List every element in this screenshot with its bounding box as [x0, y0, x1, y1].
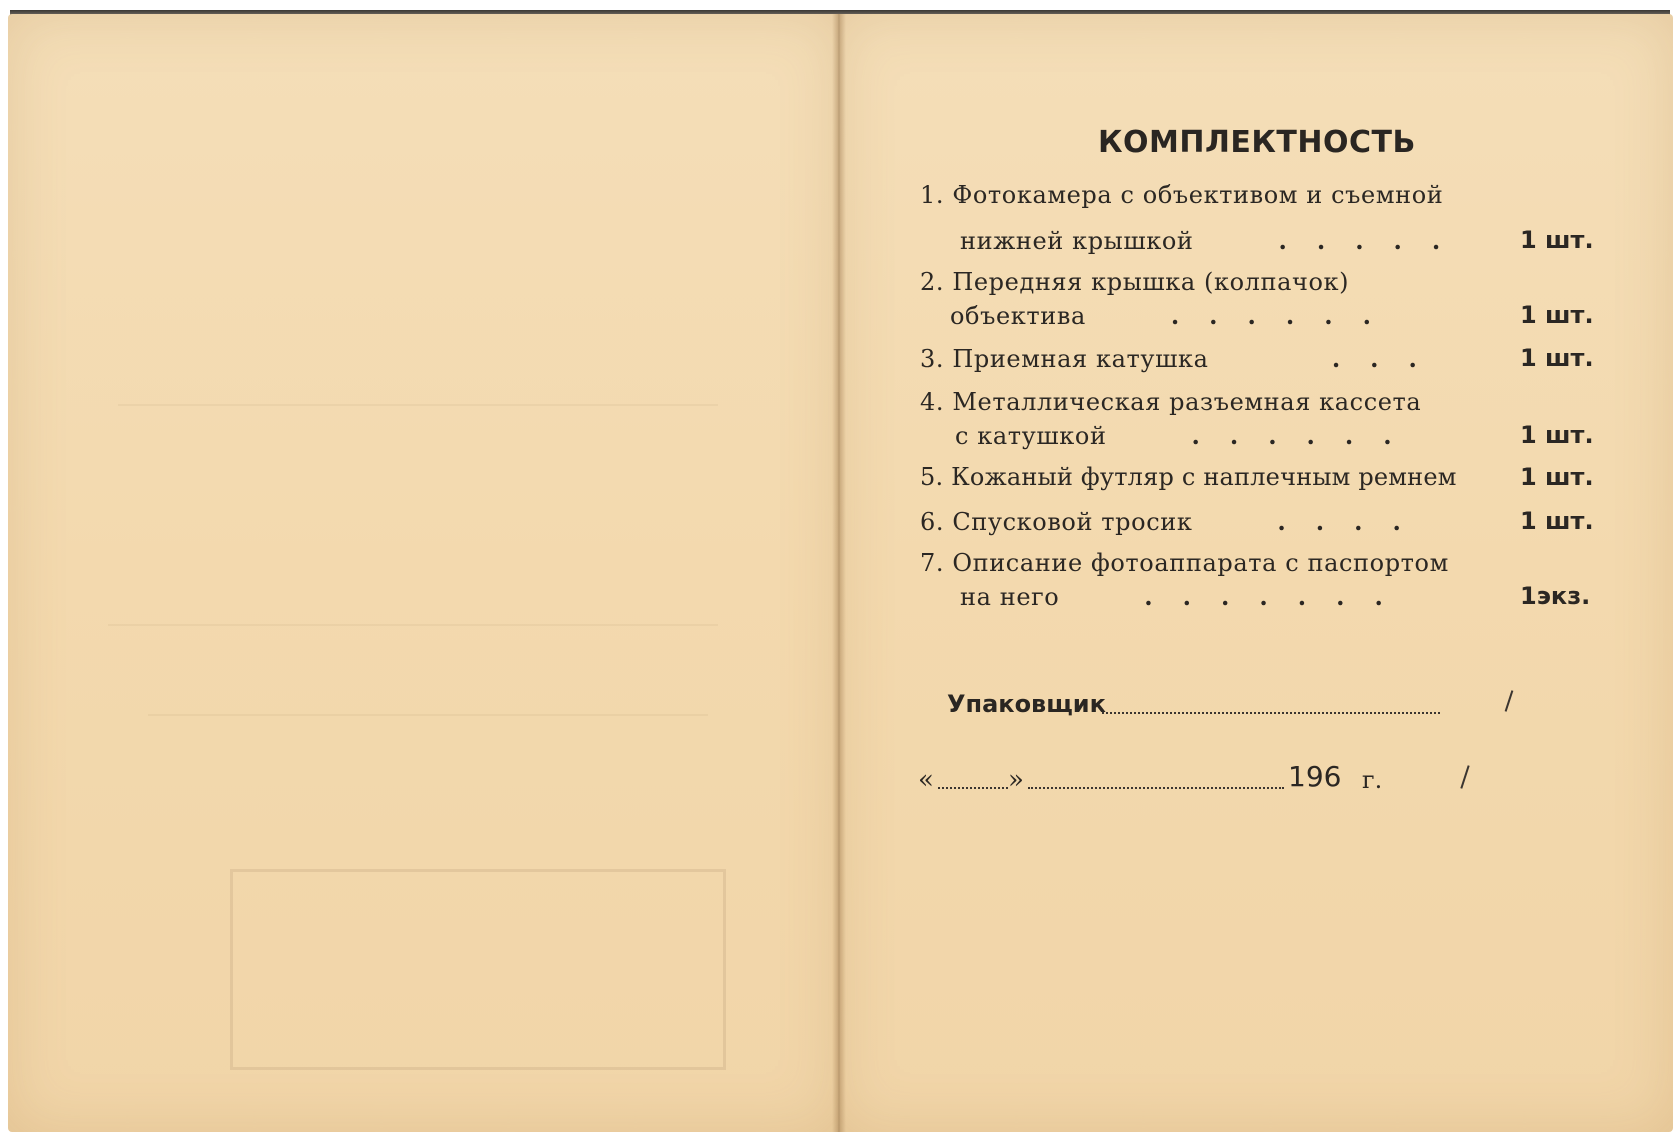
item-quantity: 1 шт. — [1520, 226, 1594, 254]
list-item-6-line1 — [920, 507, 1431, 536]
list-item-2-line1 — [920, 268, 1349, 296]
item-text: Кожаный футляр с наплечным ремнем — [951, 463, 1457, 491]
list-item-3-line1 — [920, 344, 1447, 373]
item-quantity: 1 шт. — [1520, 344, 1594, 372]
date-open-quote: « — [918, 765, 934, 795]
show-through-line — [108, 624, 718, 626]
item-quantity: 1 шт. — [1520, 507, 1594, 535]
item-number: 4. — [920, 388, 945, 416]
packer-signature-line — [1102, 712, 1440, 714]
list-item-7-line1 — [920, 549, 1449, 577]
item-text: Приемная катушка — [952, 345, 1209, 373]
item-quantity: 1 шт. — [1520, 301, 1594, 329]
item-number: 5. — [920, 463, 944, 491]
date-year: 196 — [1288, 760, 1342, 793]
leader-dots: .... — [1200, 507, 1431, 536]
list-item-5-line1 — [920, 463, 1457, 491]
show-through-line — [118, 404, 718, 406]
list-item-4-line1 — [920, 388, 1421, 416]
item-number: 6. — [920, 508, 945, 536]
item-number: 7. — [920, 549, 945, 577]
date-year-suffix: г. — [1362, 766, 1383, 794]
list-item-2-line2 — [950, 301, 1401, 330]
item-text: нижней крышкой — [960, 227, 1194, 255]
list-item-1-line2 — [960, 226, 1470, 255]
item-quantity: 1 шт. — [1520, 463, 1594, 491]
date-close-quote: » — [1008, 765, 1024, 795]
show-through-line — [148, 714, 708, 716]
list-item-7-line2 — [960, 582, 1413, 611]
leader-dots: ...... — [1114, 421, 1422, 450]
item-number: 3. — [920, 345, 945, 373]
left-page — [8, 14, 838, 1132]
packer-label: Упаковщик — [947, 690, 1106, 718]
item-quantity: 1экз. — [1520, 582, 1591, 610]
item-text: Спусковой тросик — [952, 508, 1193, 536]
item-quantity: 1 шт. — [1520, 421, 1594, 449]
date-day-line — [938, 787, 1008, 789]
item-number: 1. — [920, 181, 945, 209]
item-text: Металлическая разъемная кассета — [952, 388, 1422, 416]
item-text: Фотокамера с объективом и съемной — [952, 181, 1444, 209]
show-through-stamp — [230, 869, 726, 1070]
booklet-spine — [832, 14, 846, 1132]
leader-dots: ...... — [1094, 301, 1401, 330]
item-text: с катушкой — [955, 422, 1107, 450]
leader-dots: ..... — [1201, 226, 1471, 255]
list-item-4-line2 — [955, 421, 1422, 450]
leader-dots: ....... — [1067, 582, 1413, 611]
item-number: 2. — [920, 268, 945, 296]
page-title: КОМПЛЕКТНОСТЬ — [1098, 125, 1416, 160]
item-text: объектива — [950, 302, 1086, 330]
list-item-1-line1 — [920, 181, 1443, 209]
item-text: Описание фотоаппарата с паспортом — [952, 549, 1449, 577]
item-text: на него — [960, 583, 1060, 611]
item-text: Передняя крышка (колпачок) — [952, 268, 1350, 296]
date-month-line — [1028, 787, 1284, 789]
leader-dots: ... — [1216, 344, 1447, 373]
